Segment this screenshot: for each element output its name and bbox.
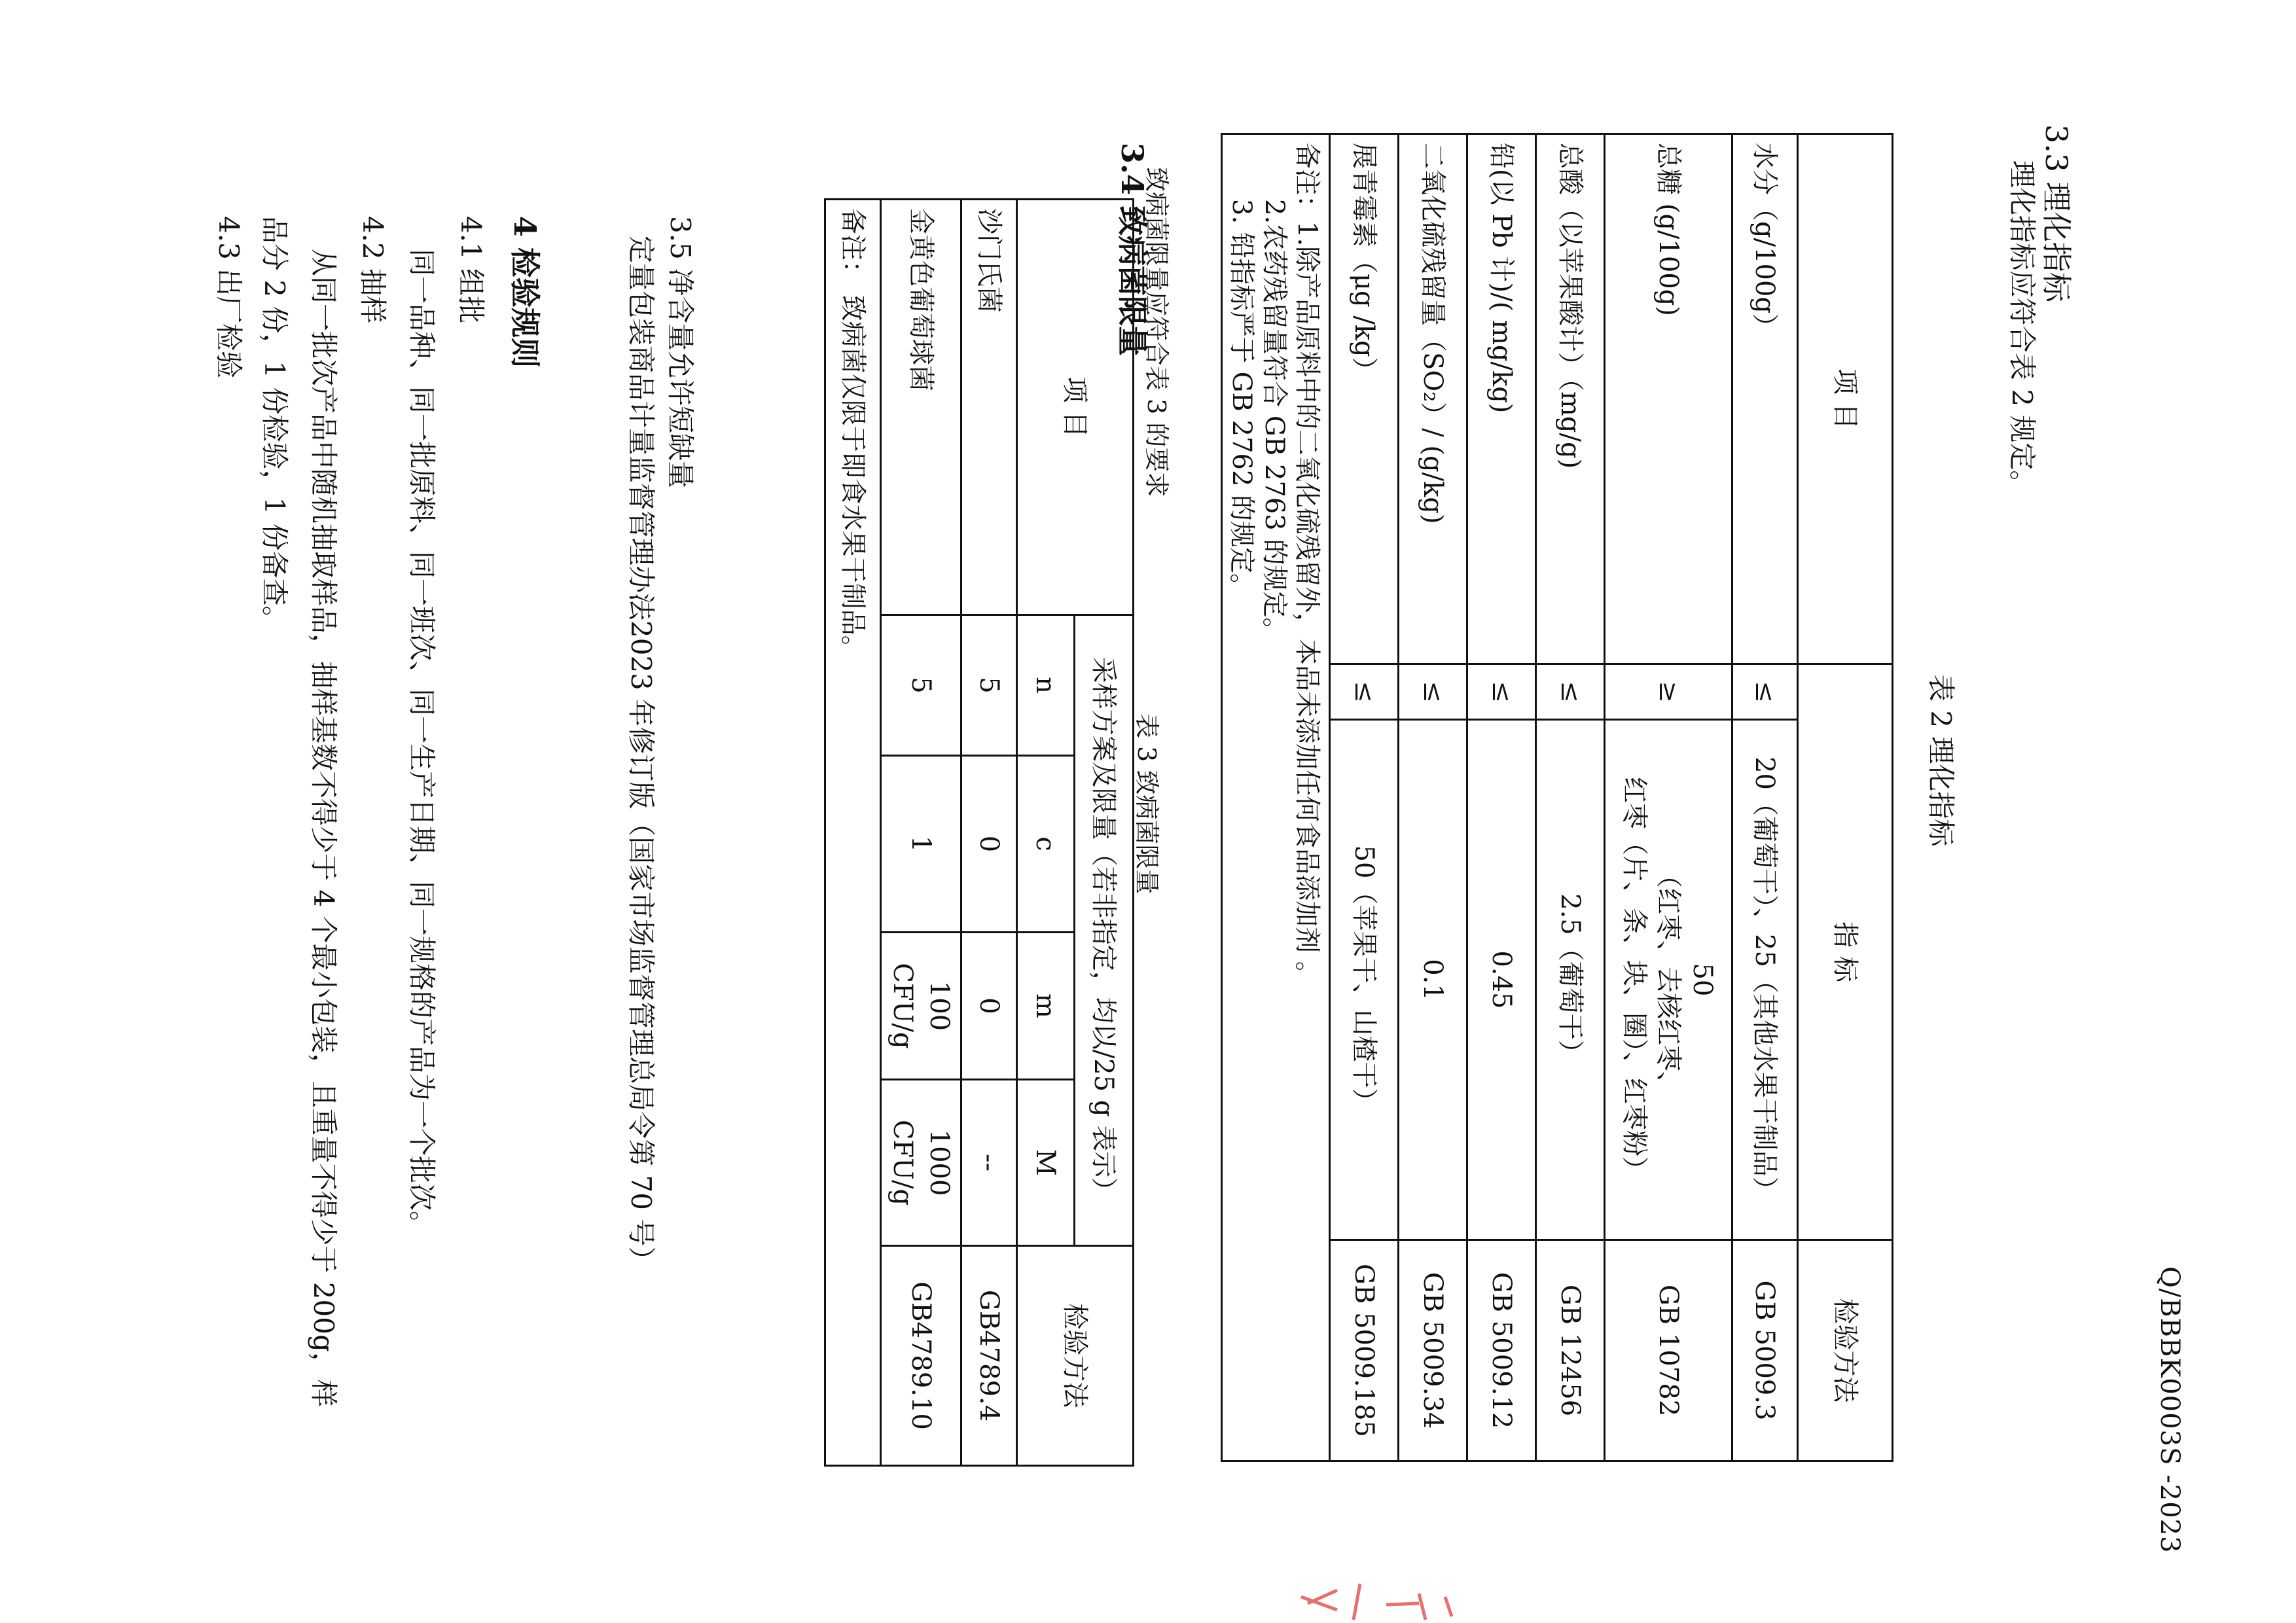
table-3-subheader-M: M xyxy=(1017,1080,1075,1246)
section-3-5-title: 3.5 净含量允许短缺量 xyxy=(664,216,696,489)
table-3-caption: 表 3 致病菌限量 xyxy=(1132,713,1161,895)
table-3-notes-row xyxy=(825,200,881,1466)
table-row xyxy=(1536,134,1605,1461)
table-row xyxy=(961,200,1017,1466)
table-2-header-value: 指 标 xyxy=(1798,664,1893,1240)
table-2-note-3: 3. 铅指标严于 GB 2762 的规定。 xyxy=(1227,199,1257,600)
table-2-note-2: 2.农药残留量符合 GB 2763 的规定。 xyxy=(1259,199,1289,644)
table-3-c: 1 xyxy=(881,756,961,933)
table-2-physicochemical xyxy=(1221,133,1893,1462)
table-2-item: 展青霉素（μg /kg） xyxy=(1330,134,1399,664)
table-row xyxy=(881,200,961,1466)
table-2-method: GB 10782 xyxy=(1605,1240,1732,1461)
table-row xyxy=(1330,134,1399,1461)
table-2-header-method: 检验方法 xyxy=(1798,1240,1893,1461)
table-2-operator: ≤ xyxy=(1536,664,1605,720)
section-4-1-text: 同一品种、同一批原料、同一班次、同一生产日期、同一规格的产品为一个批次。 xyxy=(406,249,438,1239)
table-3-note: 备注： 致病菌仅限于即食水果干制品。 xyxy=(825,200,881,1466)
table-2-operator: ≤ xyxy=(1467,664,1536,720)
table-2-method: GB 5009.34 xyxy=(1399,1240,1467,1461)
table-3-c: 0 xyxy=(961,756,1017,933)
table-2-value: 20（葡萄干）、25（其他水果干制品） xyxy=(1732,720,1798,1240)
table-3-n: 5 xyxy=(961,615,1017,756)
table-2-value: 50 （红枣、去核红枣、 红枣（片、条、块、圈）、红枣粉） xyxy=(1605,720,1732,1240)
table-row xyxy=(1605,134,1732,1461)
table-3-header-row xyxy=(1075,200,1134,1466)
table-2-method: GB 5009.3 xyxy=(1732,1240,1798,1461)
section-4-3-title: 4.3 出厂检验 xyxy=(213,216,245,379)
table-3-header-plan: 采样方案及限量（若非指定，均以/25 g 表示） xyxy=(1075,615,1134,1246)
table-3-m: 100 CFU/g xyxy=(881,933,961,1080)
section-4-2-text-1: 从同一批次产品中随机抽取样品，抽样基数不得少于 4 个最小包装，且重量不得少于 200g，样 xyxy=(308,249,340,1407)
table-2-item: 铅(以 Pb 计)/( mg/kg) xyxy=(1467,134,1536,664)
table-2-method: GB 5009.12 xyxy=(1467,1240,1536,1461)
table-2-operator: ≤ xyxy=(1732,664,1798,720)
table-3-pathogens xyxy=(824,198,1134,1467)
document-code: Q/BBBK0003S -2023 xyxy=(2155,1266,2185,1554)
table-3-method: GB4789.4 xyxy=(961,1246,1017,1466)
table-2-method: GB 12456 xyxy=(1536,1240,1605,1461)
table-3-item: 金黄色葡萄球菌 xyxy=(881,200,961,615)
section-4-1-title: 4.1 组批 xyxy=(455,216,487,324)
table-2-item: 总糖 (g/100g) xyxy=(1605,134,1732,664)
table-2-item: 二氧化硫残留量（SO₂）/ (g/kg) xyxy=(1399,134,1467,664)
table-3-M: -- xyxy=(961,1080,1017,1246)
section-3-4-title: 3.4 致病菌限量 xyxy=(1115,143,1150,357)
table-2-item: 水分（g/100g） xyxy=(1732,134,1798,664)
section-3-3-title: 3.3 理化指标 xyxy=(2039,124,2074,302)
section-4-title: 4 检验规则 xyxy=(507,216,543,368)
table-2-note-1: 备注：1.除产品原料中的二氧化硫残留外，本品未添加任何食品添加剂 。 xyxy=(1292,143,1322,988)
section-4-2-title: 4.2 抽样 xyxy=(357,216,389,324)
table-3-M: 1000 CFU/g xyxy=(881,1080,961,1246)
table-3-m: 0 xyxy=(961,933,1017,1080)
table-2-header-item: 项 目 xyxy=(1798,134,1893,664)
table-3-item: 沙门氏菌 xyxy=(961,200,1017,615)
section-3-4-text: 致病菌限量应符合表 3 的要求 xyxy=(1142,167,1171,497)
section-3-3-text: 理化指标应符合表 2 规定。 xyxy=(2006,160,2038,498)
section-3-5-text: 定量包装商品计量监督管理办法2023 年修订版（国家市场监督管理总局令第 70 号） xyxy=(625,236,657,1274)
table-3-subheader-c: c xyxy=(1017,756,1075,933)
table-3-subheader-n: n xyxy=(1017,615,1075,756)
table-2-value: 50（苹果干、山楂干） xyxy=(1330,720,1399,1240)
red-stamp-fragment xyxy=(1288,1558,1458,1623)
table-3-method: GB4789.10 xyxy=(881,1246,961,1466)
table-3-header-item: 项 目 xyxy=(1017,200,1134,615)
table-2-operator: ≤ xyxy=(1399,664,1467,720)
table-row xyxy=(1399,134,1467,1461)
table-3-n: 5 xyxy=(881,615,961,756)
section-4-2-text-2: 品分 2 份，1 份检验，1 份备查。 xyxy=(259,216,291,633)
table-2-operator: ≥ xyxy=(1605,664,1732,720)
table-2-operator: ≤ xyxy=(1330,664,1399,720)
table-3-header-method: 检验方法 xyxy=(1017,1246,1134,1466)
table-2-notes-row xyxy=(1222,134,1330,1461)
table-2-method: GB 5009.185 xyxy=(1330,1240,1399,1461)
table-row xyxy=(1467,134,1536,1461)
table-3-subheader-m: m xyxy=(1017,933,1075,1080)
table-row xyxy=(1732,134,1798,1461)
table-2-value: 2.5（葡萄干） xyxy=(1536,720,1605,1240)
table-2-caption: 表 2 理化指标 xyxy=(1925,674,1957,847)
table-2-item: 总酸（以苹果酸计）（mg/g) xyxy=(1536,134,1605,664)
table-2-header-row xyxy=(1798,134,1893,1461)
table-2-value: 0.1 xyxy=(1399,720,1467,1240)
table-2-value: 0.45 xyxy=(1467,720,1536,1240)
